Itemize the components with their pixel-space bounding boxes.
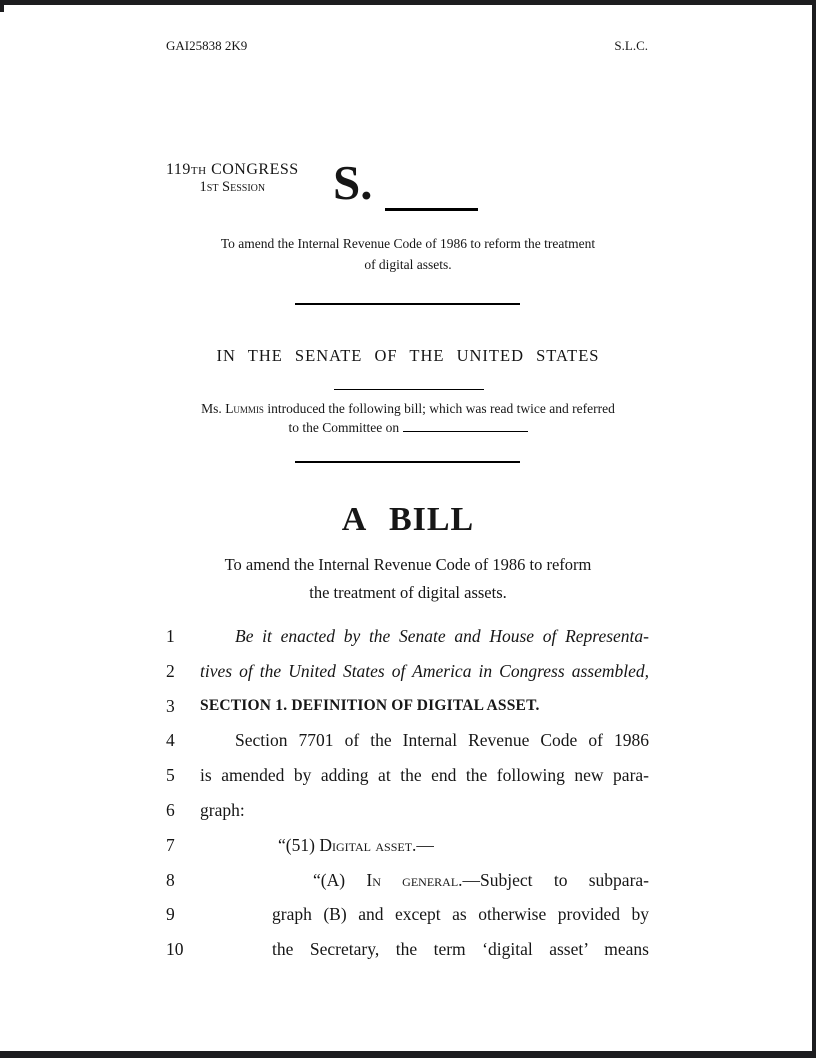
line-number: 9: [166, 904, 175, 925]
congress-session: 1st Session: [199, 179, 266, 195]
committee-text: to the Committee on: [288, 420, 403, 435]
bill-body: [166, 619, 649, 967]
bill-text-line: Be it enacted by the Senate and House of Representa-: [235, 626, 649, 646]
separator-rule-top: [295, 303, 520, 305]
scan-edge-left-notch: [0, 0, 4, 12]
section-heading: SECTION 1. DEFINITION OF DIGITAL ASSET.: [200, 696, 540, 714]
bill-designator: S.: [333, 155, 373, 210]
line-number: 6: [166, 799, 175, 820]
smallcaps-term: In general: [366, 869, 459, 890]
sponsor-intro-line-1: [148, 399, 668, 418]
sponsor-name: Lummis: [225, 401, 264, 416]
committee-blank: [403, 419, 528, 432]
line-number: 1: [166, 626, 175, 646]
bill-text-line: [200, 828, 649, 863]
bill-line: [166, 863, 649, 898]
bill-line: [166, 758, 649, 793]
sponsor-intro-rest: introduced the following bill; which was read twice and referred: [263, 401, 615, 416]
scan-edge-top: [0, 0, 816, 5]
bill-subtitle: [158, 551, 658, 607]
senate-heading: IN THE SENATE OF THE UNITED STATES: [216, 346, 600, 365]
bill-text-line: is amended by adding at the end the following new para-: [200, 765, 649, 786]
congress-number: 119th CONGRESS: [166, 161, 299, 178]
bill-line: [166, 689, 649, 724]
separator-rule-middle: [334, 389, 484, 390]
bill-subtitle-line-2: the treatment of digital assets.: [309, 583, 507, 602]
bill-line: [166, 723, 649, 758]
line-number: 2: [166, 660, 175, 681]
bill-text-line: the Secretary, the term ‘digital asset’ means: [272, 939, 649, 960]
quote-open: “(A): [313, 869, 367, 890]
bill-title: A BILL: [341, 501, 475, 538]
preamble-line-1: To amend the Internal Revenue Code of 1986 to reform the treatment: [220, 236, 596, 251]
bill-text-line: [200, 863, 649, 898]
bill-line: [166, 897, 649, 932]
line-number: 5: [166, 765, 175, 786]
separator-rule-bottom: [295, 461, 520, 463]
smallcaps-term: Digital asset: [319, 834, 413, 855]
bill-number-blank: [385, 180, 478, 211]
bill-line: [166, 932, 649, 967]
scan-edge-bottom: [0, 1051, 816, 1058]
line-tail: .—: [412, 834, 434, 855]
bill-text-line: tives of the United States of America in Congress assembled,: [200, 660, 649, 681]
line-number: 8: [166, 869, 175, 890]
bill-subtitle-line-1: To amend the Internal Revenue Code of 1986 to reform: [224, 555, 592, 574]
bill-text-line: Section 7701 of the Internal Revenue Code of 1986: [235, 730, 649, 751]
stamp-row: [166, 38, 648, 54]
bill-line: [166, 619, 649, 654]
sponsor-intro-line-2: [148, 418, 668, 437]
preamble-line-2: of digital assets.: [364, 257, 452, 272]
bill-line: [166, 793, 649, 828]
sponsor-intro-pre: Ms.: [201, 401, 226, 416]
quote-open: “(51): [278, 834, 320, 855]
stamp-left: GAI25838 2K9: [166, 38, 248, 53]
congress-caption: [166, 161, 299, 195]
bill-line: [166, 828, 649, 863]
line-tail: .—Subject to subpara-: [458, 869, 650, 890]
bill-text-line: graph (B) and except as otherwise provided by: [272, 904, 649, 925]
stamp-right: S.L.C.: [614, 38, 648, 53]
preamble: [158, 233, 658, 275]
line-number: 3: [166, 695, 175, 716]
bill-text-line: graph:: [200, 799, 245, 820]
sponsor-intro: [148, 399, 668, 437]
line-number: 7: [166, 834, 175, 855]
bill-line: [166, 654, 649, 689]
line-number: 4: [166, 730, 175, 751]
line-number: 10: [166, 939, 184, 960]
